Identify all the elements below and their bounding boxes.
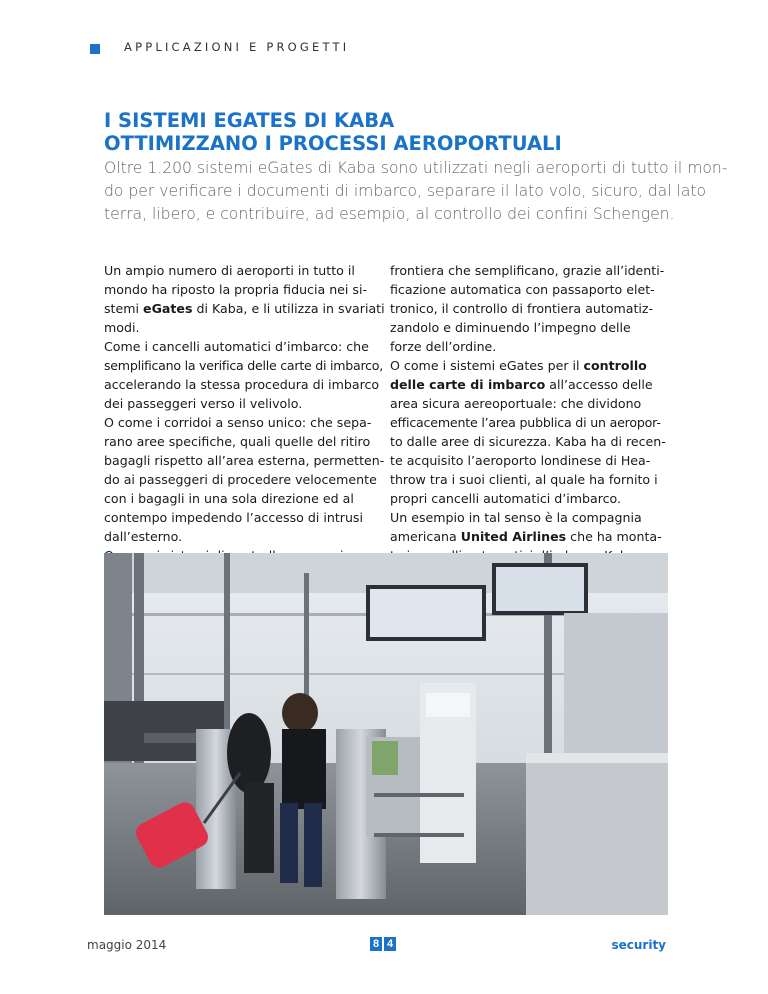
page-number-digit: 4 (384, 937, 396, 951)
body-line: Un esempio in tal senso è la compagnia (390, 510, 642, 525)
body-line: zandolo e diminuendo l’impegno delle (390, 320, 631, 335)
body-line: semplificano la verifica delle carte di imbarco, (104, 358, 384, 373)
egates-highlight: eGates (143, 301, 193, 316)
body-line: mondo ha riposto la propria fiducia nei si- (104, 282, 368, 297)
article-title-line-1: I SISTEMI EGATES DI KABA (104, 109, 395, 132)
body-line: efficacemente l’area pubblica di un aeropor- (390, 415, 661, 430)
body-line: dei passeggeri verso il velivolo. (104, 396, 303, 411)
body-line: con i bagagli in una sola direzione ed al (104, 491, 354, 506)
body-line: americana United Airlines che ha monta- (390, 529, 662, 544)
article-title (104, 109, 562, 155)
body-line: O come i sistemi eGates per il controllo (390, 358, 647, 373)
body-line: forze dell’ordine. (390, 339, 497, 354)
article-title-line-2: OTTIMIZZANO I PROCESSI AEROPORTUALI (104, 132, 562, 155)
page-number-digit: 8 (370, 937, 382, 951)
magazine-name: security (611, 938, 666, 952)
united-airlines-highlight: United Airlines (460, 529, 567, 544)
body-line: area sicura aereoportuale: che dividono (390, 396, 642, 411)
body-line: do ai passeggeri di procedere velocemente (104, 472, 377, 487)
body-line: frontiera che semplificano, grazie all’identi- (390, 263, 665, 278)
page-number (370, 937, 396, 951)
airport-gate-photo (104, 553, 668, 915)
lead-line: do per verificare i documenti di imbarco, separare il lato volo, sicuro, dal lato (104, 182, 707, 200)
body-column-left (104, 261, 387, 565)
section-label: APPLICAZIONI E PROGETTI (124, 40, 350, 54)
body-line: ficazione automatica con passaporto elet- (390, 282, 655, 297)
article-lead (104, 157, 728, 226)
body-line: throw tra i suoi clienti, al quale ha fornito i (390, 472, 658, 487)
body-line: rano aree specifiche, quali quelle del ritiro (104, 434, 371, 449)
lead-line: Oltre 1.200 sistemi eGates di Kaba sono utilizzati negli aeroporti di tutto il mon- (104, 159, 728, 177)
body-line: stemi eGates di Kaba, e li utilizza in svariati (104, 301, 385, 316)
carte-imbarco-highlight: delle carte di imbarco (390, 377, 546, 392)
body-line: O come i corridoi a senso unico: che sepa- (104, 415, 372, 430)
controllo-highlight: controllo (583, 358, 647, 373)
body-line: Come i cancelli automatici d’imbarco: che (104, 339, 369, 354)
body-line: te acquisito l’aeroporto londinese di Hea- (390, 453, 651, 468)
section-marker (90, 44, 100, 54)
body-line: accelerando la stessa procedura di imbarco (104, 377, 380, 392)
body-line: tronico, il controllo di frontiera automatiz- (390, 301, 654, 316)
body-line: Un ampio numero di aeroporti in tutto il (104, 263, 355, 278)
body-line: contempo impedendo l’accesso di intrusi (104, 510, 363, 525)
body-line: modi. (104, 320, 140, 335)
body-line: propri cancelli automatici d’imbarco. (390, 491, 622, 506)
issue-date: maggio 2014 (87, 938, 167, 952)
body-column-right (390, 261, 673, 565)
body-line: bagagli rispetto all’area esterna, permetten- (104, 453, 385, 468)
body-line: dall’esterno. (104, 529, 183, 544)
body-line: to dalle aree di sicurezza. Kaba ha di recen- (390, 434, 666, 449)
lead-line: terra, libero, e contribuire, ad esempio, al controllo dei confini Schengen. (104, 205, 675, 223)
body-line: delle carte di imbarco all’accesso delle (390, 377, 653, 392)
